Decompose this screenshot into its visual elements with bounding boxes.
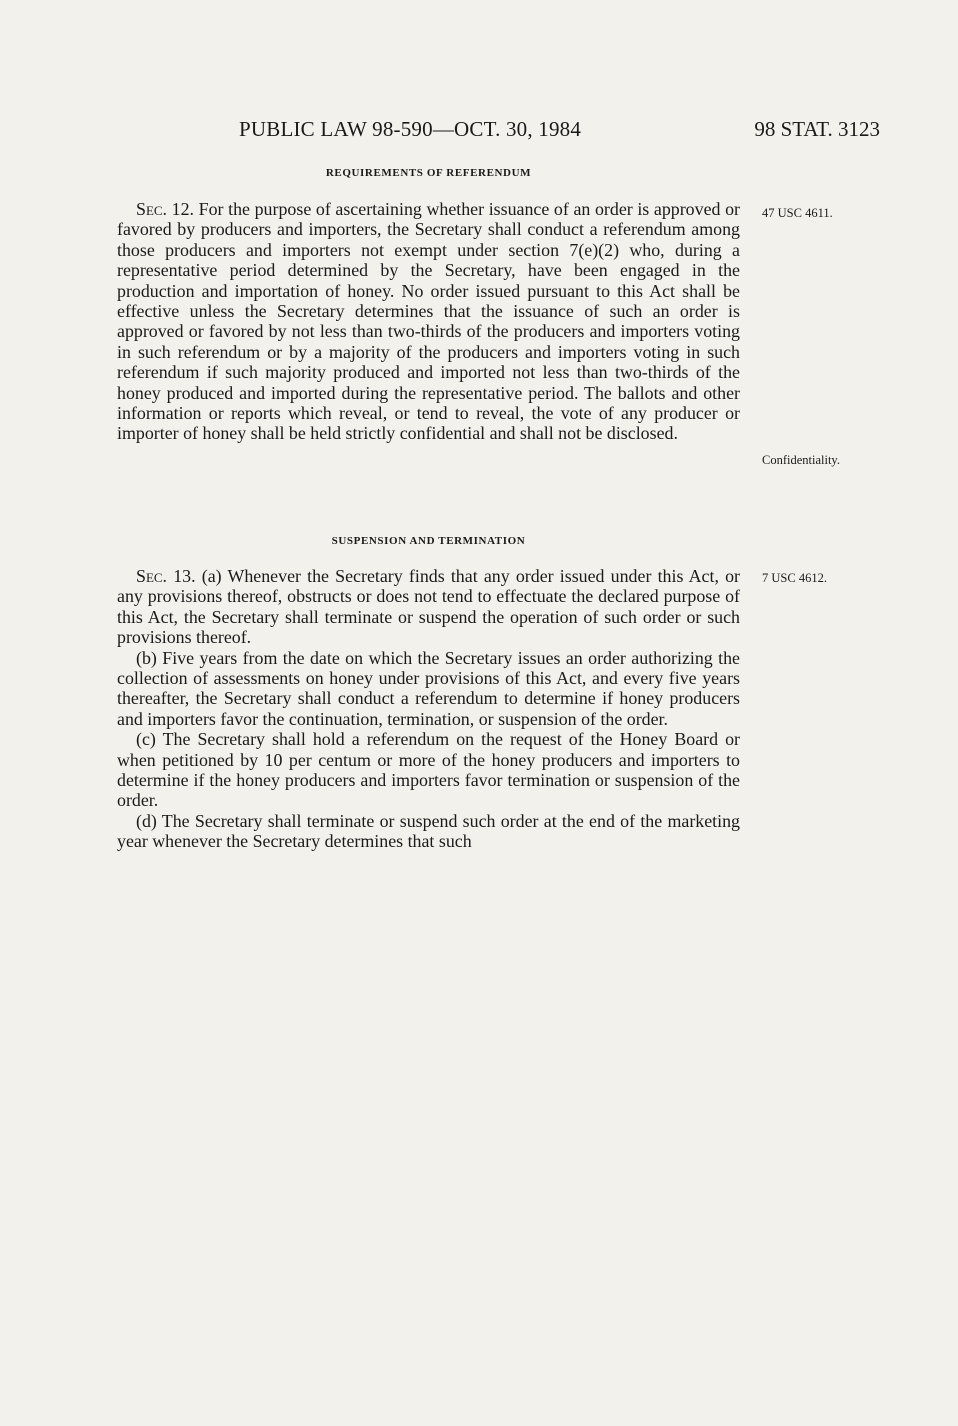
margin-note-usc-4612: 7 USC 4612.: [762, 571, 827, 585]
section-13-paragraph-a: [117, 566, 740, 648]
section-13-paragraph-c: (c) The Secretary shall hold a referendum on the request of the Honey Board or when petitioned by 10 per centum or more of the honey producers and importers to determine if the honey producers and importers favor termination or suspension of the order.: [117, 729, 740, 811]
section-12-text: 12. For the purpose of ascertaining whether issuance of an order is approved or favored by producers and importers, the Secretary shall conduct a referendum among those producers and importers not exempt under section 7(e)(2) who, during a representative period determined by the Secretary, have been engaged in the production and importation of honey. No order issued pursuant to this Act shall be effective unless the Secretary determines that the issuance of such an order is approved or favored by not less than two-thirds of the producers and importers voting in such referendum or by a majority of the producers and importers voting in such referendum if such majority produced and imported not less than two-thirds of the honey produced and imported during the representative period. The ballots and other information or reports which reveal, or tend to reveal, the vote of any producer or importer of honey shall be held strictly confidential and shall not be disclosed.: [117, 199, 740, 444]
show-through-shading: [360, 1185, 760, 1275]
section-label: Sec.: [136, 566, 168, 586]
section-12-paragraph: [117, 199, 740, 444]
header-stat-citation: 98 STAT. 3123: [754, 117, 880, 141]
section-13-text-a: 13. (a) Whenever the Secretary finds that any order issued under this Act, or any provisions thereof, obstructs or does not tend to effectuate the declared purpose of this Act, the Secretary shall terminate or suspend the operation of such order or such provisions thereof.: [117, 566, 740, 648]
margin-note-confidentiality: Confidentiality.: [762, 453, 840, 467]
section-13-body: [117, 566, 740, 852]
running-header: [0, 117, 958, 147]
margin-note-usc-4611: 47 USC 4611.: [762, 206, 833, 220]
section-12-body: [117, 199, 740, 444]
section-13-paragraph-d: (d) The Secretary shall terminate or suspend such order at the end of the marketing year whenever the Secretary determines that such: [117, 810, 740, 852]
section-12-heading: REQUIREMENTS OF REFERENDUM: [325, 167, 532, 179]
section-13-heading: SUSPENSION AND TERMINATION: [331, 535, 526, 547]
section-label: Sec.: [136, 199, 168, 219]
header-title: PUBLIC LAW 98-590—OCT. 30, 1984: [239, 117, 582, 141]
section-13-paragraph-b: (b) Five years from the date on which the Secretary issues an order authorizing the collection of assessments on honey under provisions of this Act, and every five years thereafter, the Secretary shall conduct a referendum to determine if honey producers and importers favor the continuation, termination, or suspension of the order.: [117, 647, 740, 729]
